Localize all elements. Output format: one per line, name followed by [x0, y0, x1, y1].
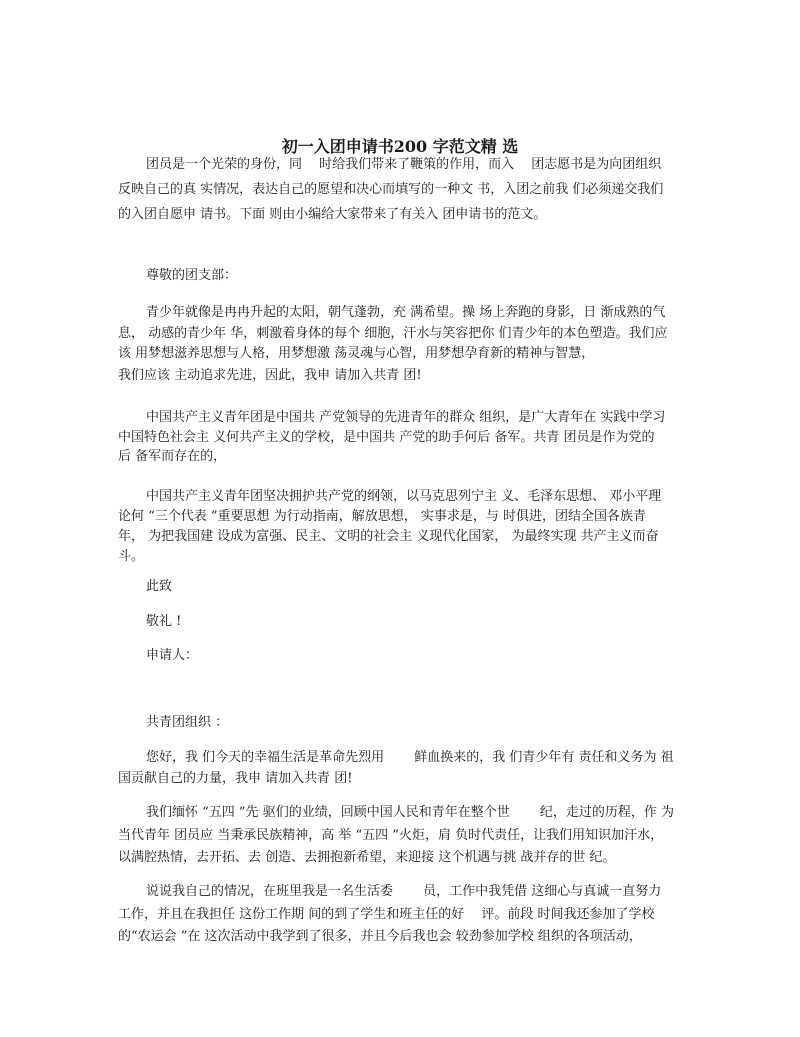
letter2-paragraph-line: 我们缅怀 “五四 ”先 驱们的业绩，回顾中国人民和青年在整个世 纪，走过的历程，作 为 — [146, 805, 674, 820]
letter1-salutation: 尊敬的团支部： — [146, 268, 238, 283]
applicant-label: 申请人： — [146, 648, 199, 663]
letter2-paragraph-line: 说说我自己的情况，在班里我是一名生活委 员，工作中我凭借 这细心与真诚一直努力 — [146, 884, 662, 899]
letter2-paragraph-line: 当代青年 团员应 当秉承民族精神，高 举 “五四 ”火炬，肩 负时代责任，让我们用知识加汗水， — [118, 828, 664, 843]
letter2-paragraph-line: 的“农运会 ”在 这次活动中我学到了很多，并且今后我也会 较劲参加学校 组织的各项活动， — [118, 929, 642, 944]
letter2-paragraph-line: 国贡献自己的力量，我申 请加入共青 团! — [118, 771, 353, 786]
closing-line: 此致 — [146, 579, 173, 594]
intro-line: 的入团自愿申 请书。下面 则由小编给大家带来了有关入 团申请书的范文。 — [118, 207, 547, 222]
intro-line: 反映自己的真 实情况，表达自己的愿望和决心而填写的一种文 书，入团之前我 们必须递交我们 — [118, 182, 664, 197]
letter1-paragraph-line: 该 用梦想滋养思想与人格，用梦想激 荡灵魂与心智，用梦想孕育新的精神与智慧， — [118, 346, 595, 361]
closing-salute: 敬礼 ! — [146, 614, 182, 629]
letter1-paragraph-line: 斗。 — [118, 549, 145, 564]
letter2-paragraph-line: 您好，我 们今天的幸福生活是革命先烈用 鲜血换来的，我 们青少年有 责任和义务为 祖 — [146, 750, 674, 765]
letter1-paragraph-line: 后 备军而存在的， — [118, 449, 227, 464]
letter1-paragraph-line: 息， 动感的青少年 华，刺激着身体的每个 细胞，汗水与笑容把你 们青少年的本色塑造。我们应 — [118, 326, 668, 341]
letter2-salutation: 共青团组织 ： — [146, 715, 229, 730]
letter1-paragraph-line: 中国特色社会主 义何共产主义的学校，是中国共 产党的助手何后 备军。共青 团员是作为党的 — [118, 430, 655, 445]
letter2-paragraph-line: 以满腔热情，去开拓、去 创造、去拥抱新希望，来迎接 这个机遇与挑 战并存的世 纪。 — [118, 850, 616, 865]
letter2-paragraph-line: 工作，并且在我担任 这份工作期 间的到了学生和班主任的好 评。前段 时间我还参加了学校 — [118, 907, 655, 922]
letter1-paragraph-line: 青少年就像是冉冉升起的太阳，朝气蓬勃，充 满希望。操 场上奔跑的身影，日 渐成熟的气 — [146, 305, 666, 320]
intro-line: 团员是一个光荣的身份，同 时给我们带来了鞭策的作用，而入 团志愿书是为向团组织 — [146, 157, 662, 172]
letter1-paragraph-line: 中国共产主义青年团是中国共 产党领导的先进青年的群众 组织，是广大青年在 实践中学习 — [146, 410, 666, 425]
letter1-paragraph-line: 我们应该 主动追求先进，因此，我申 请加入共青 团! — [118, 368, 422, 383]
letter1-paragraph-line: 中国共产主义青年团坚决拥护共产党的纲领，以马克思列宁主 义、毛泽东思想、 邓小平理 — [146, 489, 662, 504]
letter1-paragraph-line: 论何 “三个代表 ”重要思想 为行动指南，解放思想， 实事求是，与 时俱进，团结全国各族青 — [118, 509, 646, 524]
document-title: 初一入团申请书200 字范文精 选 — [281, 136, 519, 156]
letter1-paragraph-line: 年， 为把我国建 设成为富强、民主、文明的社会主 义现代化国家， 为最终实现 共产主义而奋 — [118, 529, 659, 544]
